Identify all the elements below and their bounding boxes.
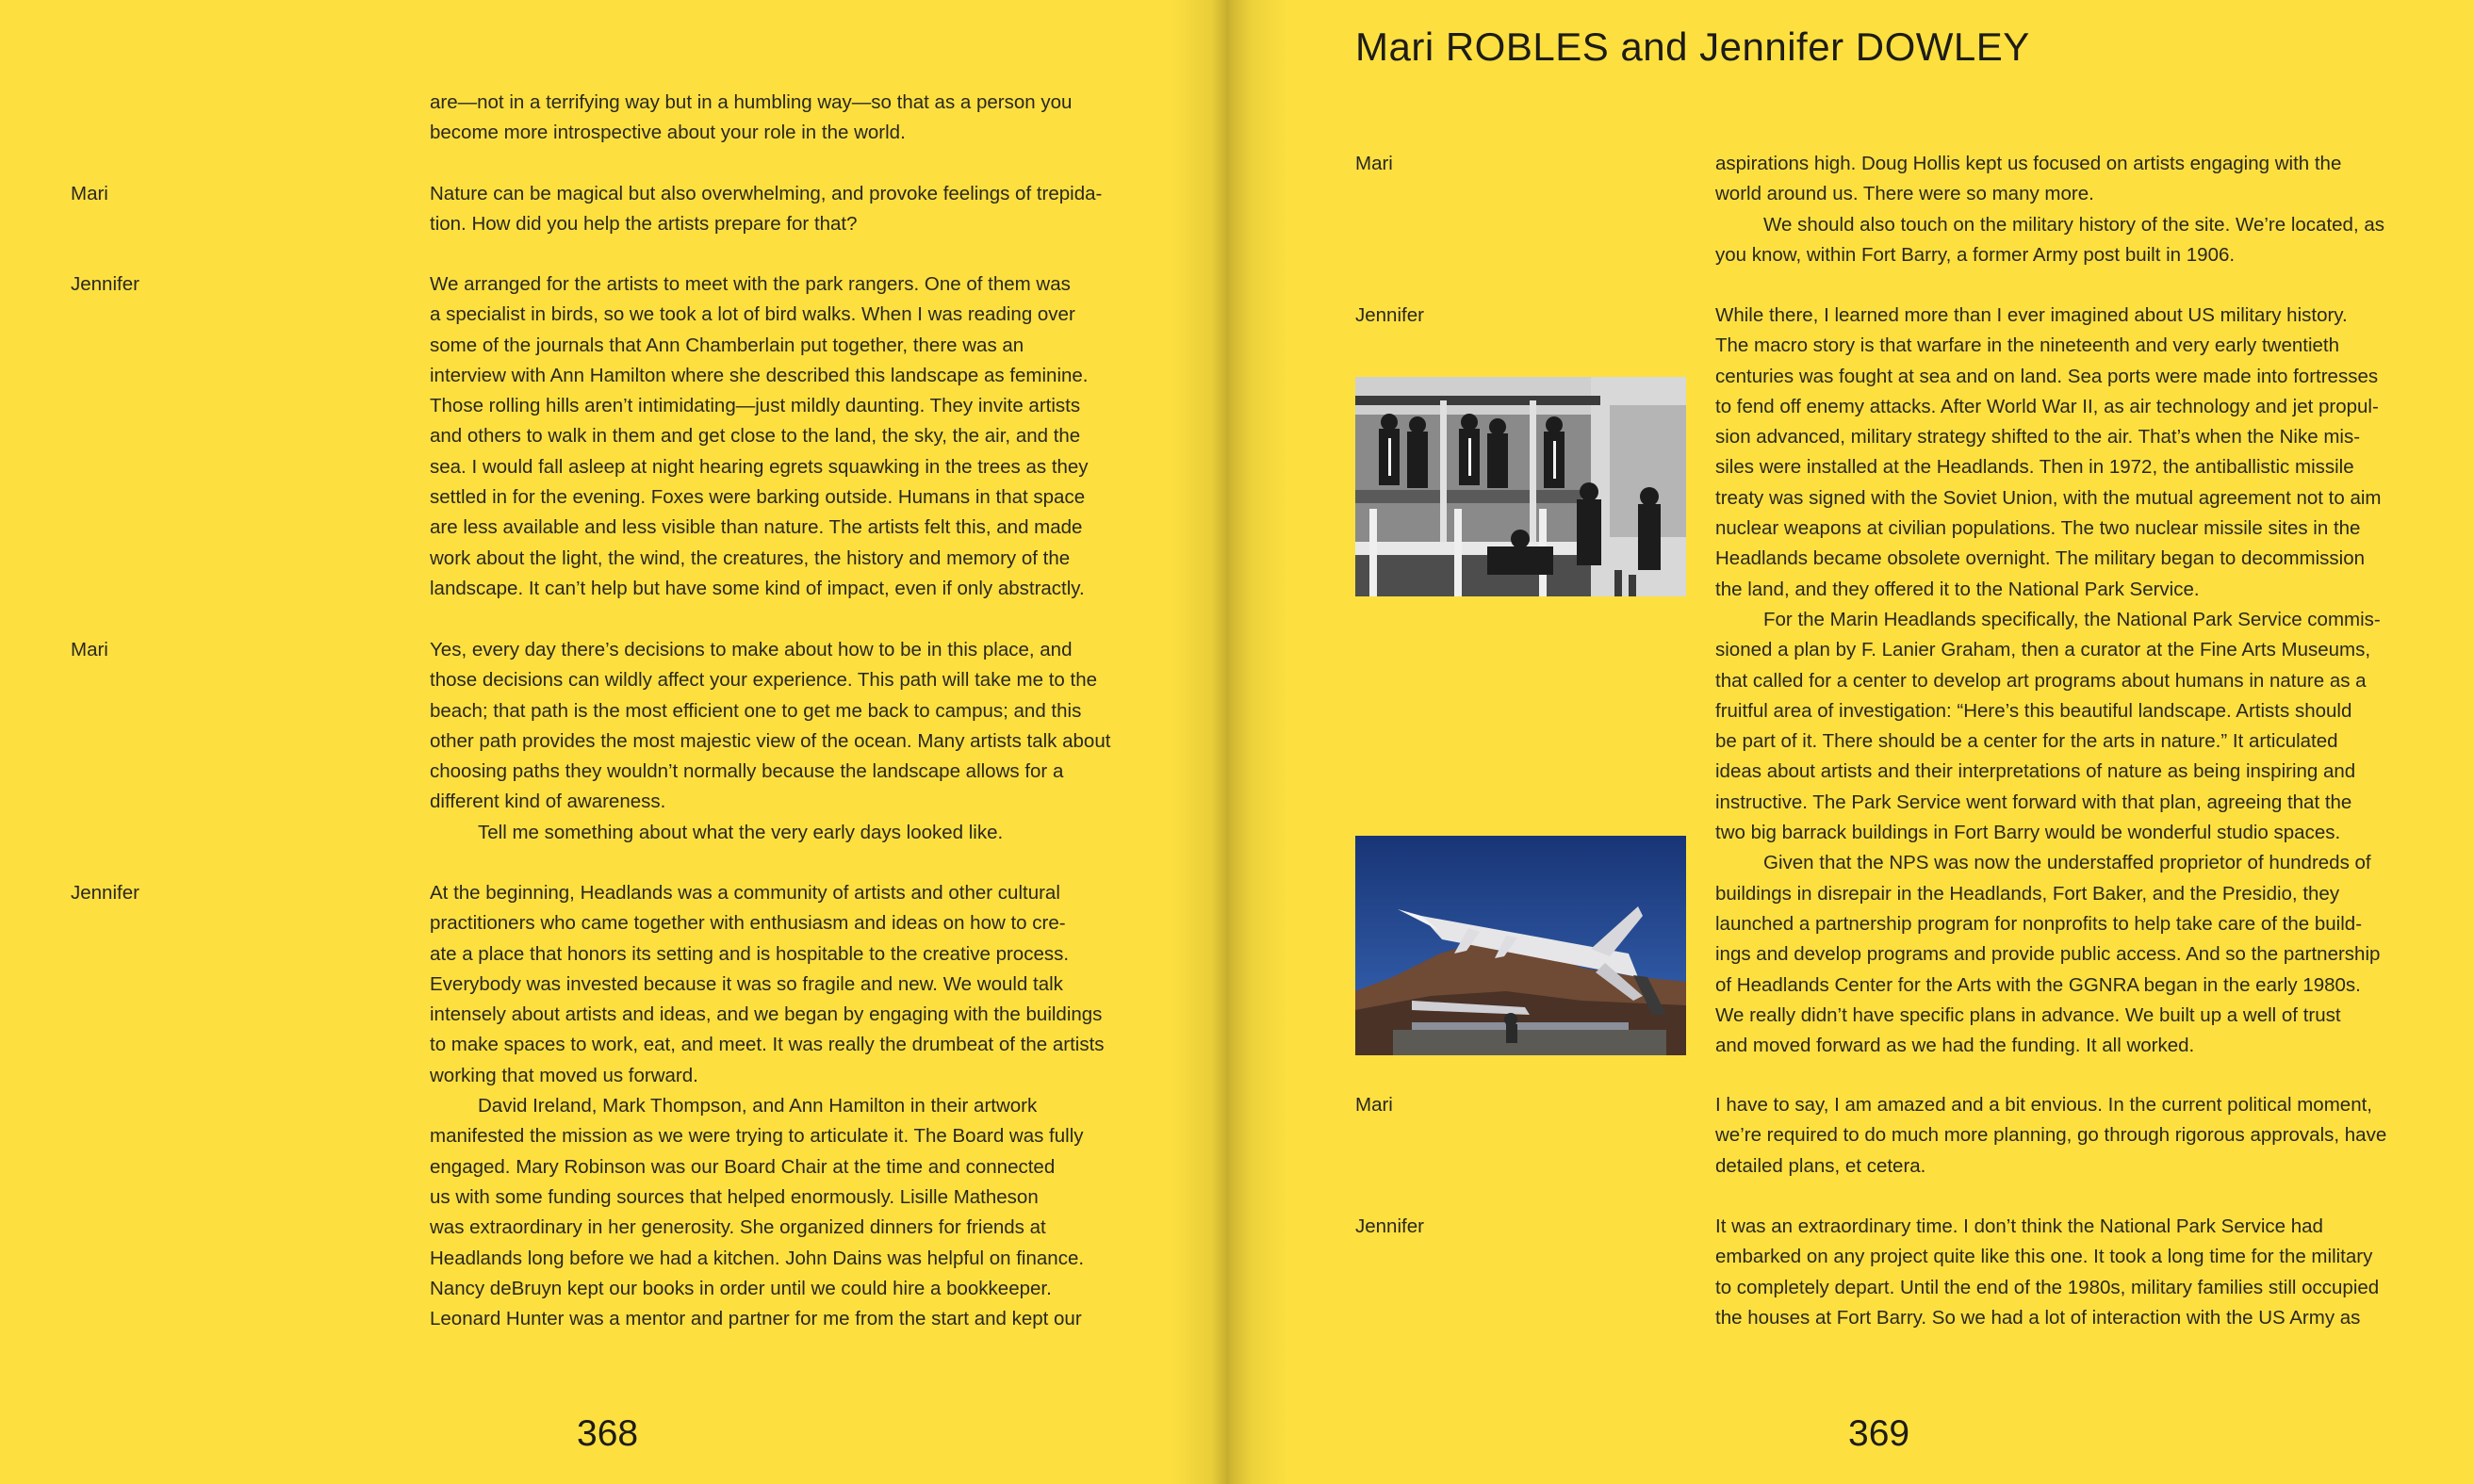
right-page xyxy=(1221,0,2474,1484)
dialogue-block-mari xyxy=(1355,149,2439,270)
dialogue-block-mari xyxy=(71,635,1155,848)
running-head: Mari ROBLES and Jennifer DOWLEY xyxy=(1355,24,2030,69)
paragraph: Given that the NPS was now the understaffed proprietor of hundreds of buildings in disrepair in the Headlands, Fort Baker, and the Presidio, they launched a partnership program for nonprofits to help take care of the build- ings and develop programs and provide public access. And so the partnership of Headlands Center for the Arts with the GGNRA began in the early 1980s. We really didn’t have specific plans in advance. We built up a well of trust and moved forward as we had the funding. It all worked. xyxy=(1715,852,2381,1057)
dialogue-block-jennifer xyxy=(1355,1212,2439,1333)
paragraph: I have to say, I am amazed and a bit envious. In the current political moment, we’re required to do much more planning, go through rigorous approvals, have detailed plans, et cetera. xyxy=(1715,1094,2387,1177)
page-number: 368 xyxy=(577,1413,639,1454)
speaker-name: Jennifer xyxy=(71,273,139,295)
paragraph: We should also touch on the military history of the site. We’re located, as you know, within Fort Barry, a former Army post built in 1906. xyxy=(1715,213,2384,266)
continued-paragraph xyxy=(430,88,1146,149)
paragraph: are—not in a terrifying way but in a humbling way—so that as a person you become more introspective about your role in the world. xyxy=(430,91,1073,144)
speaker-name: Mari xyxy=(1355,1094,1393,1116)
paragraph: While there, I learned more than I ever imagined about US military history. The macro story is that warfare in the nineteenth and very early twentieth centuries was fought at sea and on land. Sea ports were made into fortresses to fend off enemy attacks. After World War II, as air technology and jet propul- sion advanced, military strategy shifted to the air. That’s when the Nike mis- siles were installed at the Headlands. Then in 1972, the antiballistic missile treaty was signed with the Soviet Union, with the mutual agreement not to aim nuclear weapons at civilian populations. The two nuclear missile sites in the Headlands became obsolete overnight. The military began to decommission the land, and they offered it to the National Park Service. xyxy=(1715,304,2382,600)
historic-soldiers-porch-photo xyxy=(1355,377,1686,596)
paragraph: Tell me something about what the very early days looked like. xyxy=(478,821,1004,843)
speaker-name: Jennifer xyxy=(1355,304,1424,326)
paragraph: We arranged for the artists to meet with the park rangers. One of them was a specialist in birds, so we took a lot of bird walks. When I was reading over some of the journals that Ann Chamberlain put together, there was an interview with Ann Hamilton where she described this landscape as feminine. Those rolling hills aren’t intimidating—just mildly daunting. They invite artists and others to walk in them and get close to the land, the sky, the air, and the sea. I would fall asleep at night hearing egrets squawking in the trees as they settled in for the evening. Foxes were barking outside. Humans in that space are less available and less visible than nature. The artists felt this, and made work about the light, the wind, the creatures, the history and memory of the landscape. It can’t help but have some kind of impact, even if only abstractly. xyxy=(430,273,1089,599)
speaker-name: Jennifer xyxy=(1355,1215,1424,1237)
paragraph: aspirations high. Doug Hollis kept us focused on artists engaging with the world around us. There were so many more. xyxy=(1715,153,2342,205)
nike-missile-photo xyxy=(1355,836,1686,1055)
page-number: 369 xyxy=(1848,1413,1910,1454)
speaker-name: Mari xyxy=(71,183,108,204)
paragraph: It was an extraordinary time. I don’t think the National Park Service had embarked on any project quite like this one. It took a long time for the military to completely depart. Until the end of the 1980s, military families still occupied the houses at Fort Barry. So we had a lot of interaction with the US Army as xyxy=(1715,1215,2380,1329)
dialogue-block-jennifer xyxy=(71,878,1155,1334)
dialogue-block-jennifer xyxy=(71,269,1155,604)
speaker-name: Jennifer xyxy=(71,882,139,904)
paragraph: Nature can be magical but also overwhelming, and provoke feelings of trepida- tion. How did you help the artists prepare for that? xyxy=(430,183,1103,236)
dialogue-block-mari xyxy=(1355,1090,2439,1182)
paragraph: Yes, every day there’s decisions to make about how to be in this place, and those decisions can wildly affect your experience. This path will take me to the beach; that path is the most efficient one to get me back to campus; and this other path provides the most majestic view of the ocean. Many artists talk about choosing paths they wouldn’t normally because the landscape allows for a different kind of awareness. xyxy=(430,639,1111,813)
paragraph: For the Marin Headlands specifically, the National Park Service commis- sioned a plan by F. Lanier Graham, then a curator at the Fine Arts Museums, that called for a center to develop art programs about humans in nature as a fruitful area of investigation: “Here’s this beautiful landscape. Artists should be part of it. There should be a center for the arts in nature.” It articulated ideas about artists and their interpretations of nature as being inspiring and instructive. The Park Service went forward with that plan, agreeing that the two big barrack buildings in Fort Barry would be wonderful studio spaces. xyxy=(1715,608,2381,844)
paragraph: David Ireland, Mark Thompson, and Ann Hamilton in their artwork manifested the mission as we were trying to articulate it. The Board was fully engaged. Mary Robinson was our Board Chair at the time and connected us with some funding sources that helped enormously. Lisille Matheson was extraordinary in her generosity. She organized dinners for friends at Headlands long before we had a kitchen. John Dains was helpful on finance. Nancy deBruyn kept our books in order until we could hire a bookkeeper. Leonard Hunter was a mentor and partner for me from the start and kept our xyxy=(430,1095,1085,1330)
left-page xyxy=(0,0,1221,1484)
speaker-name: Mari xyxy=(71,639,108,660)
speaker-name: Mari xyxy=(1355,153,1393,174)
paragraph: At the beginning, Headlands was a community of artists and other cultural practitioners who came together with enthusiasm and ideas on how to cre- ate a place that honors its setting and is hospitable to the creative process. Everybody was invested because it was so fragile and new. We would talk intensely about artists and ideas, and we began by engaging with the buildings to make spaces to work, eat, and meet. It was really the drumbeat of the artists working that moved us forward. xyxy=(430,882,1105,1086)
dialogue-block-mari xyxy=(71,179,1155,240)
